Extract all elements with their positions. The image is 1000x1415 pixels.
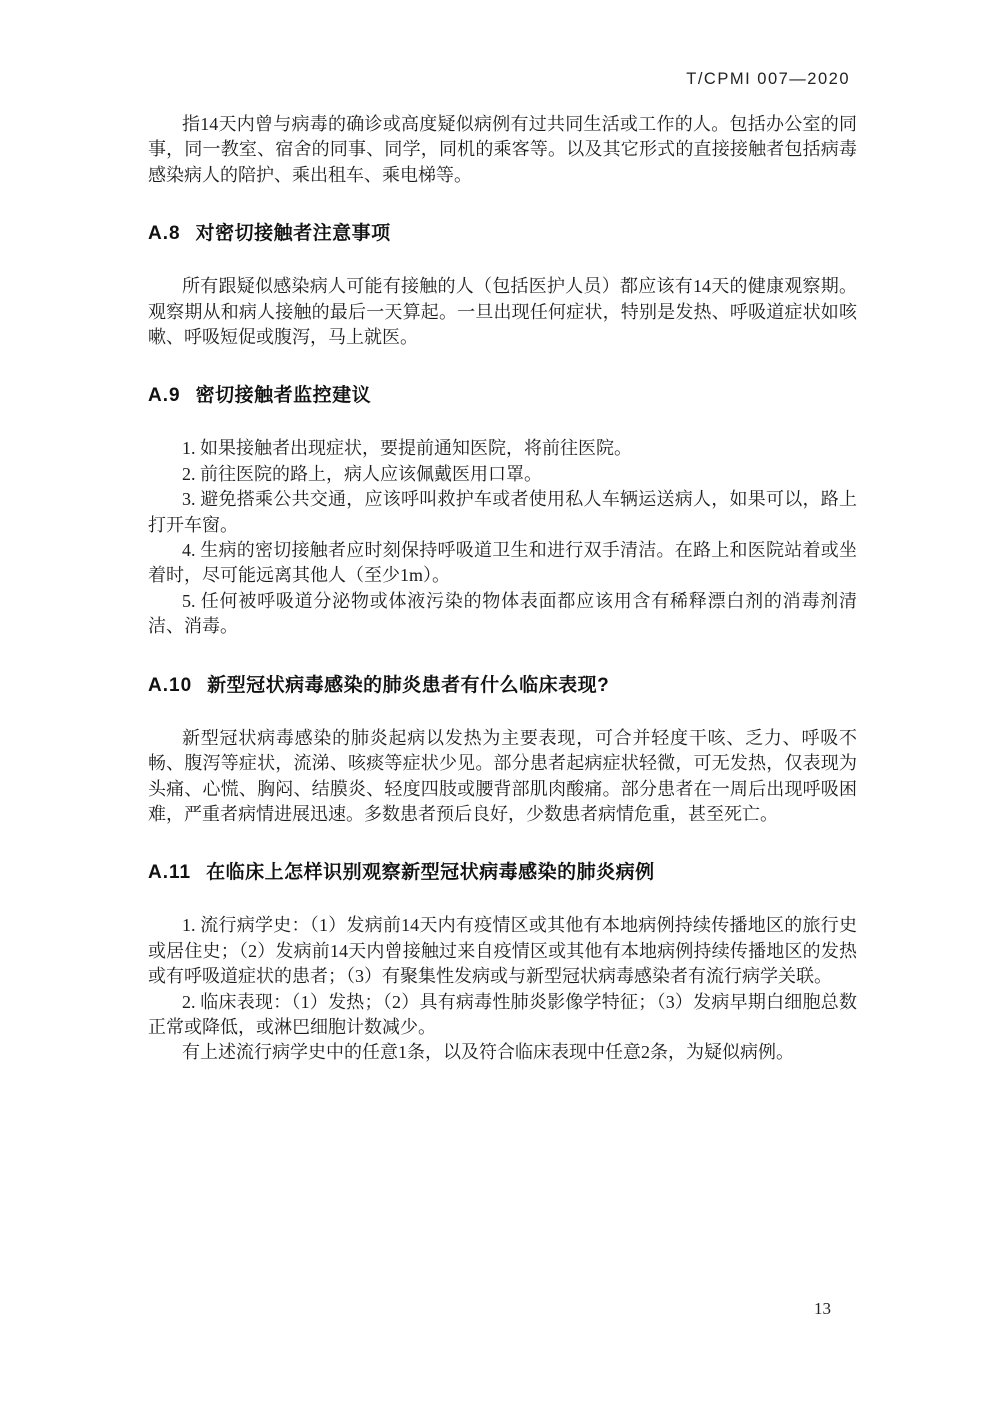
section-heading bbox=[148, 861, 857, 885]
section-paragraph: 新型冠状病毒感染的肺炎起病以发热为主要表现，可合并轻度干咳、乏力、呼吸不畅、腹泻等症状，流涕、咳痰等症状少见。部分患者起病症状轻微，可无发热，仅表现为头痛、心慌、胸闷、结膜炎、轻度四肢或腰背部肌肉酸痛。部分患者在一周后出现呼吸困难，严重者病情进展迅速。多数患者预后良好，少数患者病情危重，甚至死亡。 bbox=[148, 727, 857, 824]
list-item-4: 4. 生病的密切接触者应时刻保持呼吸道卫生和进行双手清洁。在路上和医院站着或坐着时，尽可能远离其他人（至少1m）。 bbox=[148, 540, 857, 586]
section-paragraph: 所有跟疑似感染病人可能有接触的人（包括医护人员）都应该有14天的健康观察期。观察期从和病人接触的最后一天算起。一旦出现任何症状，特别是发热、呼吸道症状如咳嗽、呼吸短促或腹泻，马上就医。 bbox=[148, 276, 857, 348]
list-item-2: 2. 前往医院的路上，病人应该佩戴医用口罩。 bbox=[182, 463, 542, 484]
list-item-2: 2. 临床表现：（1）发热；（2）具有病毒性肺炎影像学特征；（3）发病早期白细胞总数正常或降低，或淋巴细胞计数减少。 bbox=[148, 991, 857, 1037]
section-heading bbox=[148, 222, 857, 246]
section-title: 密切接触者监控建议 bbox=[195, 385, 372, 407]
section-number: A.10 bbox=[148, 674, 193, 696]
section-a9 bbox=[148, 384, 857, 639]
section-title: 新型冠状病毒感染的肺炎患者有什么临床表现? bbox=[207, 674, 610, 696]
section-heading bbox=[148, 384, 857, 408]
standard-number: T/CPMI 007—2020 bbox=[686, 70, 850, 88]
section-title: 对密切接触者注意事项 bbox=[195, 223, 391, 245]
list-item-3: 3. 避免搭乘公共交通，应该呼叫救护车或者使用私人车辆运送病人，如果可以，路上打开车窗。 bbox=[148, 489, 857, 535]
section-number: A.11 bbox=[148, 862, 192, 884]
page-number: 13 bbox=[814, 1299, 831, 1318]
list-item-1: 1. 流行病学史：（1）发病前14天内有疫情区或其他有本地病例持续传播地区的旅行史或居住史；（2）发病前14天内曾接触过来自疫情区或其他有本地病例持续传播地区的发热或有呼吸道症状的患者；（3）有聚集性发病或与新型冠状病毒感染者有流行病学关联。 bbox=[148, 915, 857, 987]
section-number: A.8 bbox=[148, 223, 181, 245]
page-content bbox=[148, 112, 857, 1066]
list-item-1: 1. 如果接触者出现症状，要提前通知医院，将前往医院。 bbox=[182, 438, 632, 459]
section-a8 bbox=[148, 222, 857, 350]
intro-paragraph: 指14天内曾与病毒的确诊或高度疑似病例有过共同生活或工作的人。包括办公室的同事，同一教室、宿舍的同事、同学，同机的乘客等。以及其它形式的直接接触者包括病毒感染病人的陪护、乘出租车、乘电梯等。 bbox=[148, 114, 857, 185]
page-footer bbox=[814, 1299, 831, 1319]
section-heading bbox=[148, 674, 857, 698]
list-item-5: 5. 任何被呼吸道分泌物或体液污染的物体表面都应该用含有稀释漂白剂的消毒剂清洁、消毒。 bbox=[148, 590, 857, 637]
section-a10 bbox=[148, 674, 857, 828]
section-a11 bbox=[148, 861, 857, 1065]
section-title: 在临床上怎样识别观察新型冠状病毒感染的肺炎病例 bbox=[206, 862, 655, 884]
closing-paragraph: 有上述流行病学史中的任意1条，以及符合临床表现中任意2条，为疑似病例。 bbox=[182, 1042, 794, 1063]
page-header bbox=[686, 68, 850, 90]
section-number: A.9 bbox=[148, 385, 181, 407]
